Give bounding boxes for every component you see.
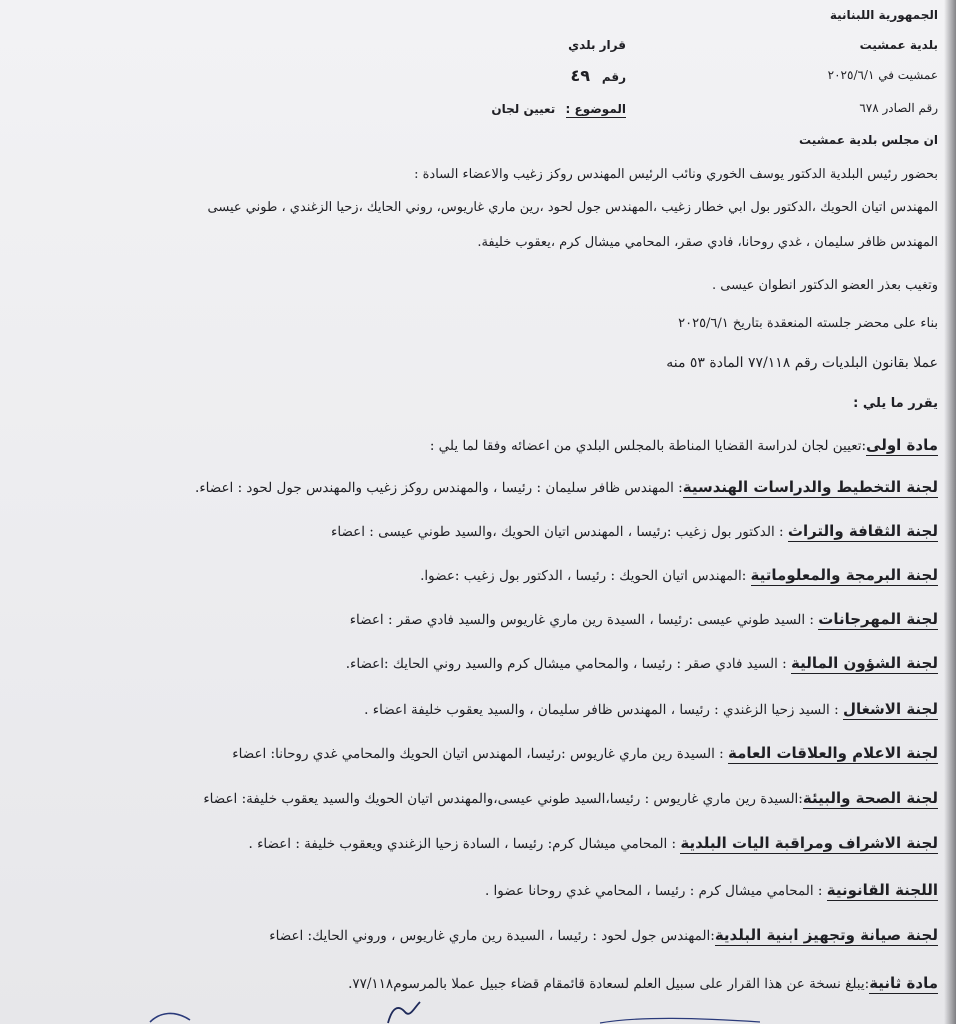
committee-members: : السيد فادي صقر : رئيسا ، والمحامي ميشال كرم والسيد روني الحايك :اعضاء. bbox=[345, 656, 791, 672]
law-line: عملا بقانون البلديات رقم ٧٧/١١٨ المادة ٥٣ منه bbox=[666, 355, 938, 371]
committee-name: لجنة الاشراف ومراقبة اليات البلدية bbox=[680, 834, 938, 852]
page-edge-shadow bbox=[944, 0, 956, 1024]
article-1-text: :تعيين لجان لدراسة القضايا المناطة بالمجلس البلدي من اعضائه وفقا لما يلي : bbox=[429, 438, 867, 454]
committee-festivals bbox=[350, 610, 938, 628]
committee-members: : السيد طوني عيسى :رئيسا ، السيدة رين ماري غاريوس والسيد فادي صقر : اعضاء bbox=[349, 612, 819, 628]
absence-line: وتغيب بعذر العضو الدكتور انطوان عيسى . bbox=[712, 278, 938, 293]
date-line: عمشيت في ٢٠٢٥/٦/١ bbox=[827, 68, 938, 82]
committee-name: اللجنة القانونية bbox=[826, 881, 938, 899]
committee-name: لجنة الاشغال bbox=[842, 700, 938, 718]
committee-health bbox=[203, 789, 938, 807]
article-1-label: مادة اولى bbox=[866, 436, 938, 454]
committee-maintenance bbox=[269, 926, 938, 944]
attendance-line-3: المهندس ظافر سليمان ، غدي روحانا، فادي صقر، المحامي ميشال كرم ،يعقوب خليفة. bbox=[477, 235, 938, 250]
decision-number-label: رقم bbox=[601, 70, 626, 84]
committee-name: لجنة صيانة وتجهيز ابنية البلدية bbox=[714, 926, 938, 944]
committee-members: : السيدة رين ماري غاريوس :رئيسا، المهندس اتيان الحويك والمحامي غدي روحانا: اعضاء bbox=[232, 746, 728, 762]
subject-value: تعيين لجان bbox=[491, 102, 556, 116]
decision-number-line bbox=[570, 66, 626, 85]
signature-strokes bbox=[0, 998, 956, 1024]
committee-finance bbox=[346, 654, 938, 672]
committee-name: لجنة الصحة والبيئة bbox=[802, 789, 938, 807]
committee-members: : السيد زحيا الزغندي : رئيسا ، المهندس ظافر سليمان ، والسيد يعقوب خليفة اعضاء . bbox=[364, 702, 843, 718]
decision-number: ٤٩ bbox=[570, 66, 590, 85]
committee-name: لجنة الاعلام والعلاقات العامة bbox=[727, 744, 938, 762]
municipality-heading: بلدية عمشيت bbox=[859, 38, 938, 52]
article-1 bbox=[430, 436, 938, 454]
council-line: ان مجلس بلدية عمشيت bbox=[798, 133, 938, 147]
committee-members: :المهندس اتيان الحويك : رئيسا ، الدكتور بول زغيب :عضوا. bbox=[420, 568, 751, 584]
committee-members: : المحامي ميشال كرم: رئيسا ، السادة زحيا الزغندي ويعقوب خليفة : اعضاء . bbox=[248, 836, 681, 852]
subject-line bbox=[491, 102, 626, 116]
decides-line: يقرر ما يلي : bbox=[853, 396, 938, 411]
decision-type: قرار بلدي bbox=[568, 38, 626, 52]
republic-heading: الجمهورية اللبنانية bbox=[829, 8, 938, 22]
committee-media bbox=[232, 744, 938, 762]
committee-legal bbox=[485, 881, 938, 899]
committee-members: :المهندس جول لحود : رئيسا ، السيدة رين ماري غاريوس ، وروني الحايك: اعضاء bbox=[269, 928, 715, 944]
committee-programming bbox=[420, 566, 938, 584]
subject-label: الموضوع : bbox=[565, 102, 626, 116]
committee-name: لجنة التخطيط والدراسات الهندسية bbox=[682, 478, 938, 496]
committee-works bbox=[364, 700, 938, 718]
article-2 bbox=[348, 974, 938, 992]
issued-number: رقم الصادر ٦٧٨ bbox=[859, 101, 938, 115]
committee-planning bbox=[195, 478, 938, 496]
committee-members: : الدكتور بول زغيب :رئيسا ، المهندس اتيان الحويك ،والسيد طوني عيسى : اعضاء bbox=[330, 524, 788, 540]
committee-name: لجنة الشؤون المالية bbox=[791, 654, 938, 672]
attendance-line-2: المهندس اتيان الحويك ،الدكتور بول ابي خطار زغيب ،المهندس جول لحود ،رين ماري غاريوس، روني الحايك ،زحيا الزغندي ، طوني عيسى bbox=[207, 200, 938, 215]
committee-members: : المحامي ميشال كرم : رئيسا ، المحامي غدي روحانا عضوا . bbox=[484, 883, 827, 899]
committee-members: :السيدة رين ماري غاريوس : رئيسا،السيد طوني عيسى،والمهندس اتيان الحويك والسيد يعقوب خليفة: اعضاء bbox=[203, 791, 803, 807]
article-2-label: مادة ثانية bbox=[869, 974, 938, 992]
session-line: بناء على محضر جلسته المنعقدة بتاريخ ٢٠٢٥/٦/١ bbox=[678, 316, 938, 331]
article-2-text: :يبلغ نسخة عن هذا القرار على سبيل العلم لسعادة قائمقام قضاء جبيل عملا بالمرسوم٧٧/١١٨. bbox=[348, 976, 870, 992]
attendance-line-1: بحضور رئيس البلدية الدكتور يوسف الخوري ونائب الرئيس المهندس روكز زغيب والاعضاء السادة : bbox=[414, 167, 938, 182]
committee-members: : المهندس ظافر سليمان : رئيسا ، والمهندس روكز زغيب والمهندس جول لحود : اعضاء. bbox=[195, 480, 683, 496]
committee-name: لجنة البرمجة والمعلوماتية bbox=[750, 566, 938, 584]
committee-name: لجنة المهرجانات bbox=[818, 610, 938, 628]
committee-supervision bbox=[248, 834, 938, 852]
committee-culture bbox=[331, 522, 938, 540]
committee-name: لجنة الثقافة والتراث bbox=[787, 522, 938, 540]
